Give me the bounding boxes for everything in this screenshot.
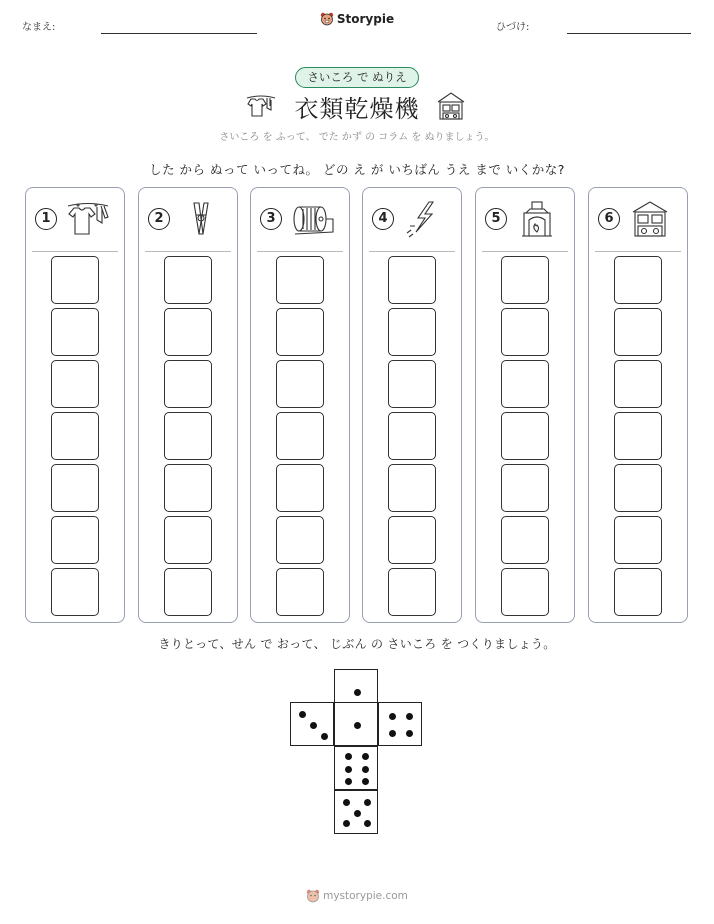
static-spark-icon [403,200,447,240]
dice-column-1 [25,187,125,623]
dice-pip [345,753,352,760]
dice-face-4 [378,702,422,746]
dice-face-5 [334,790,378,834]
color-cell[interactable] [51,516,99,564]
color-cell[interactable] [388,256,436,304]
dice-column-5 [475,187,575,623]
color-cell[interactable] [388,464,436,512]
color-cell[interactable] [501,412,549,460]
dice-net [290,669,424,835]
brand-name: Storypie [336,12,395,26]
dice-pip [310,722,317,729]
color-cell[interactable] [164,308,212,356]
column-number: 2 [148,208,170,230]
dice-pip [389,713,396,720]
column-number: 4 [372,208,394,230]
title-laundry-room-icon [436,91,466,121]
dice-pip [354,810,361,817]
column-header [139,188,237,250]
name-label: なまえ: [22,22,56,33]
color-cell[interactable] [614,464,662,512]
column-number: 3 [260,208,282,230]
brand-logo [0,12,714,26]
dice-face-6 [334,746,378,790]
color-cell[interactable] [501,464,549,512]
color-cell[interactable] [164,256,212,304]
column-number: 5 [485,208,507,230]
dice-pip [364,820,371,827]
color-cell[interactable] [388,308,436,356]
footer [0,889,714,903]
dice-column-4 [362,187,462,623]
color-cell[interactable] [501,568,549,616]
dice-pip [406,713,413,720]
color-cell[interactable] [614,256,662,304]
color-cell[interactable] [388,360,436,408]
storypie-bear-icon [306,889,320,903]
footer-url[interactable]: mystorypie.com [323,890,408,902]
dice-pip [321,733,328,740]
column-header [589,188,687,250]
column-header [251,188,349,250]
instruction: した から ぬって いってね。 どの え が いちばん うえ まで いくかな? [149,162,565,177]
column-number: 6 [598,208,620,230]
color-cell[interactable] [51,464,99,512]
laundry-shirt-icon [66,200,110,240]
color-cell[interactable] [614,516,662,564]
column-divider [482,251,568,252]
column-number: 1 [35,208,57,230]
dice-column-6 [588,187,688,623]
color-cell[interactable] [164,412,212,460]
dice-instruction: きりとって、せん で おって、 じぶん の さいころ を つくりましょう。 [158,637,556,651]
subtitle: さいころ を ふって、 でた かず の コラム を ぬりましょう。 [219,132,495,143]
color-cell[interactable] [614,308,662,356]
column-divider [369,251,455,252]
dice-pip [362,753,369,760]
dice-pip [364,799,371,806]
dice-pip [354,722,361,729]
color-cell[interactable] [276,568,324,616]
color-cell[interactable] [501,308,549,356]
color-cell[interactable] [614,568,662,616]
color-cell[interactable] [164,360,212,408]
clothespin-icon [179,200,223,240]
color-cell[interactable] [51,308,99,356]
color-cell[interactable] [164,568,212,616]
color-cell[interactable] [276,360,324,408]
color-cell[interactable] [164,464,212,512]
column-header [476,188,574,250]
color-cell[interactable] [501,256,549,304]
dice-pip [299,711,306,718]
color-cell[interactable] [501,516,549,564]
activity-pill: さいころ で ぬりえ [295,67,419,88]
color-cell[interactable] [51,412,99,460]
dice-face-3 [290,702,334,746]
column-divider [32,251,118,252]
color-cell[interactable] [388,568,436,616]
column-divider [257,251,343,252]
fireplace-icon [516,200,560,240]
column-header [363,188,461,250]
laundry-room-icon [629,200,673,240]
color-cell[interactable] [51,568,99,616]
name-line[interactable] [101,33,257,34]
dice-pip [362,778,369,785]
color-cell[interactable] [276,308,324,356]
dice-pip [354,689,361,696]
dice-column-3 [250,187,350,623]
column-divider [145,251,231,252]
color-cell[interactable] [276,516,324,564]
color-cell[interactable] [276,464,324,512]
dice-pip [389,730,396,737]
color-cell[interactable] [388,516,436,564]
color-cell[interactable] [51,360,99,408]
color-cell[interactable] [614,360,662,408]
date-line[interactable] [567,33,691,34]
dice-pip [362,766,369,773]
dice-pip [345,778,352,785]
page-title: 衣類乾燥機 [294,95,420,123]
date-label: ひづけ: [496,22,530,33]
tumble-drum-icon [291,200,335,240]
dice-pip [406,730,413,737]
color-cell[interactable] [501,360,549,408]
color-cell[interactable] [614,412,662,460]
dice-pip [345,766,352,773]
color-cell[interactable] [51,256,99,304]
color-cell[interactable] [276,256,324,304]
color-cell[interactable] [276,412,324,460]
color-cell[interactable] [388,412,436,460]
storypie-bear-icon [320,12,334,26]
column-divider [595,251,681,252]
column-header [26,188,124,250]
dice-face-1 [334,702,378,746]
dice-column-2 [138,187,238,623]
dice-pip [343,799,350,806]
dice-pip [343,820,350,827]
color-cell[interactable] [164,516,212,564]
